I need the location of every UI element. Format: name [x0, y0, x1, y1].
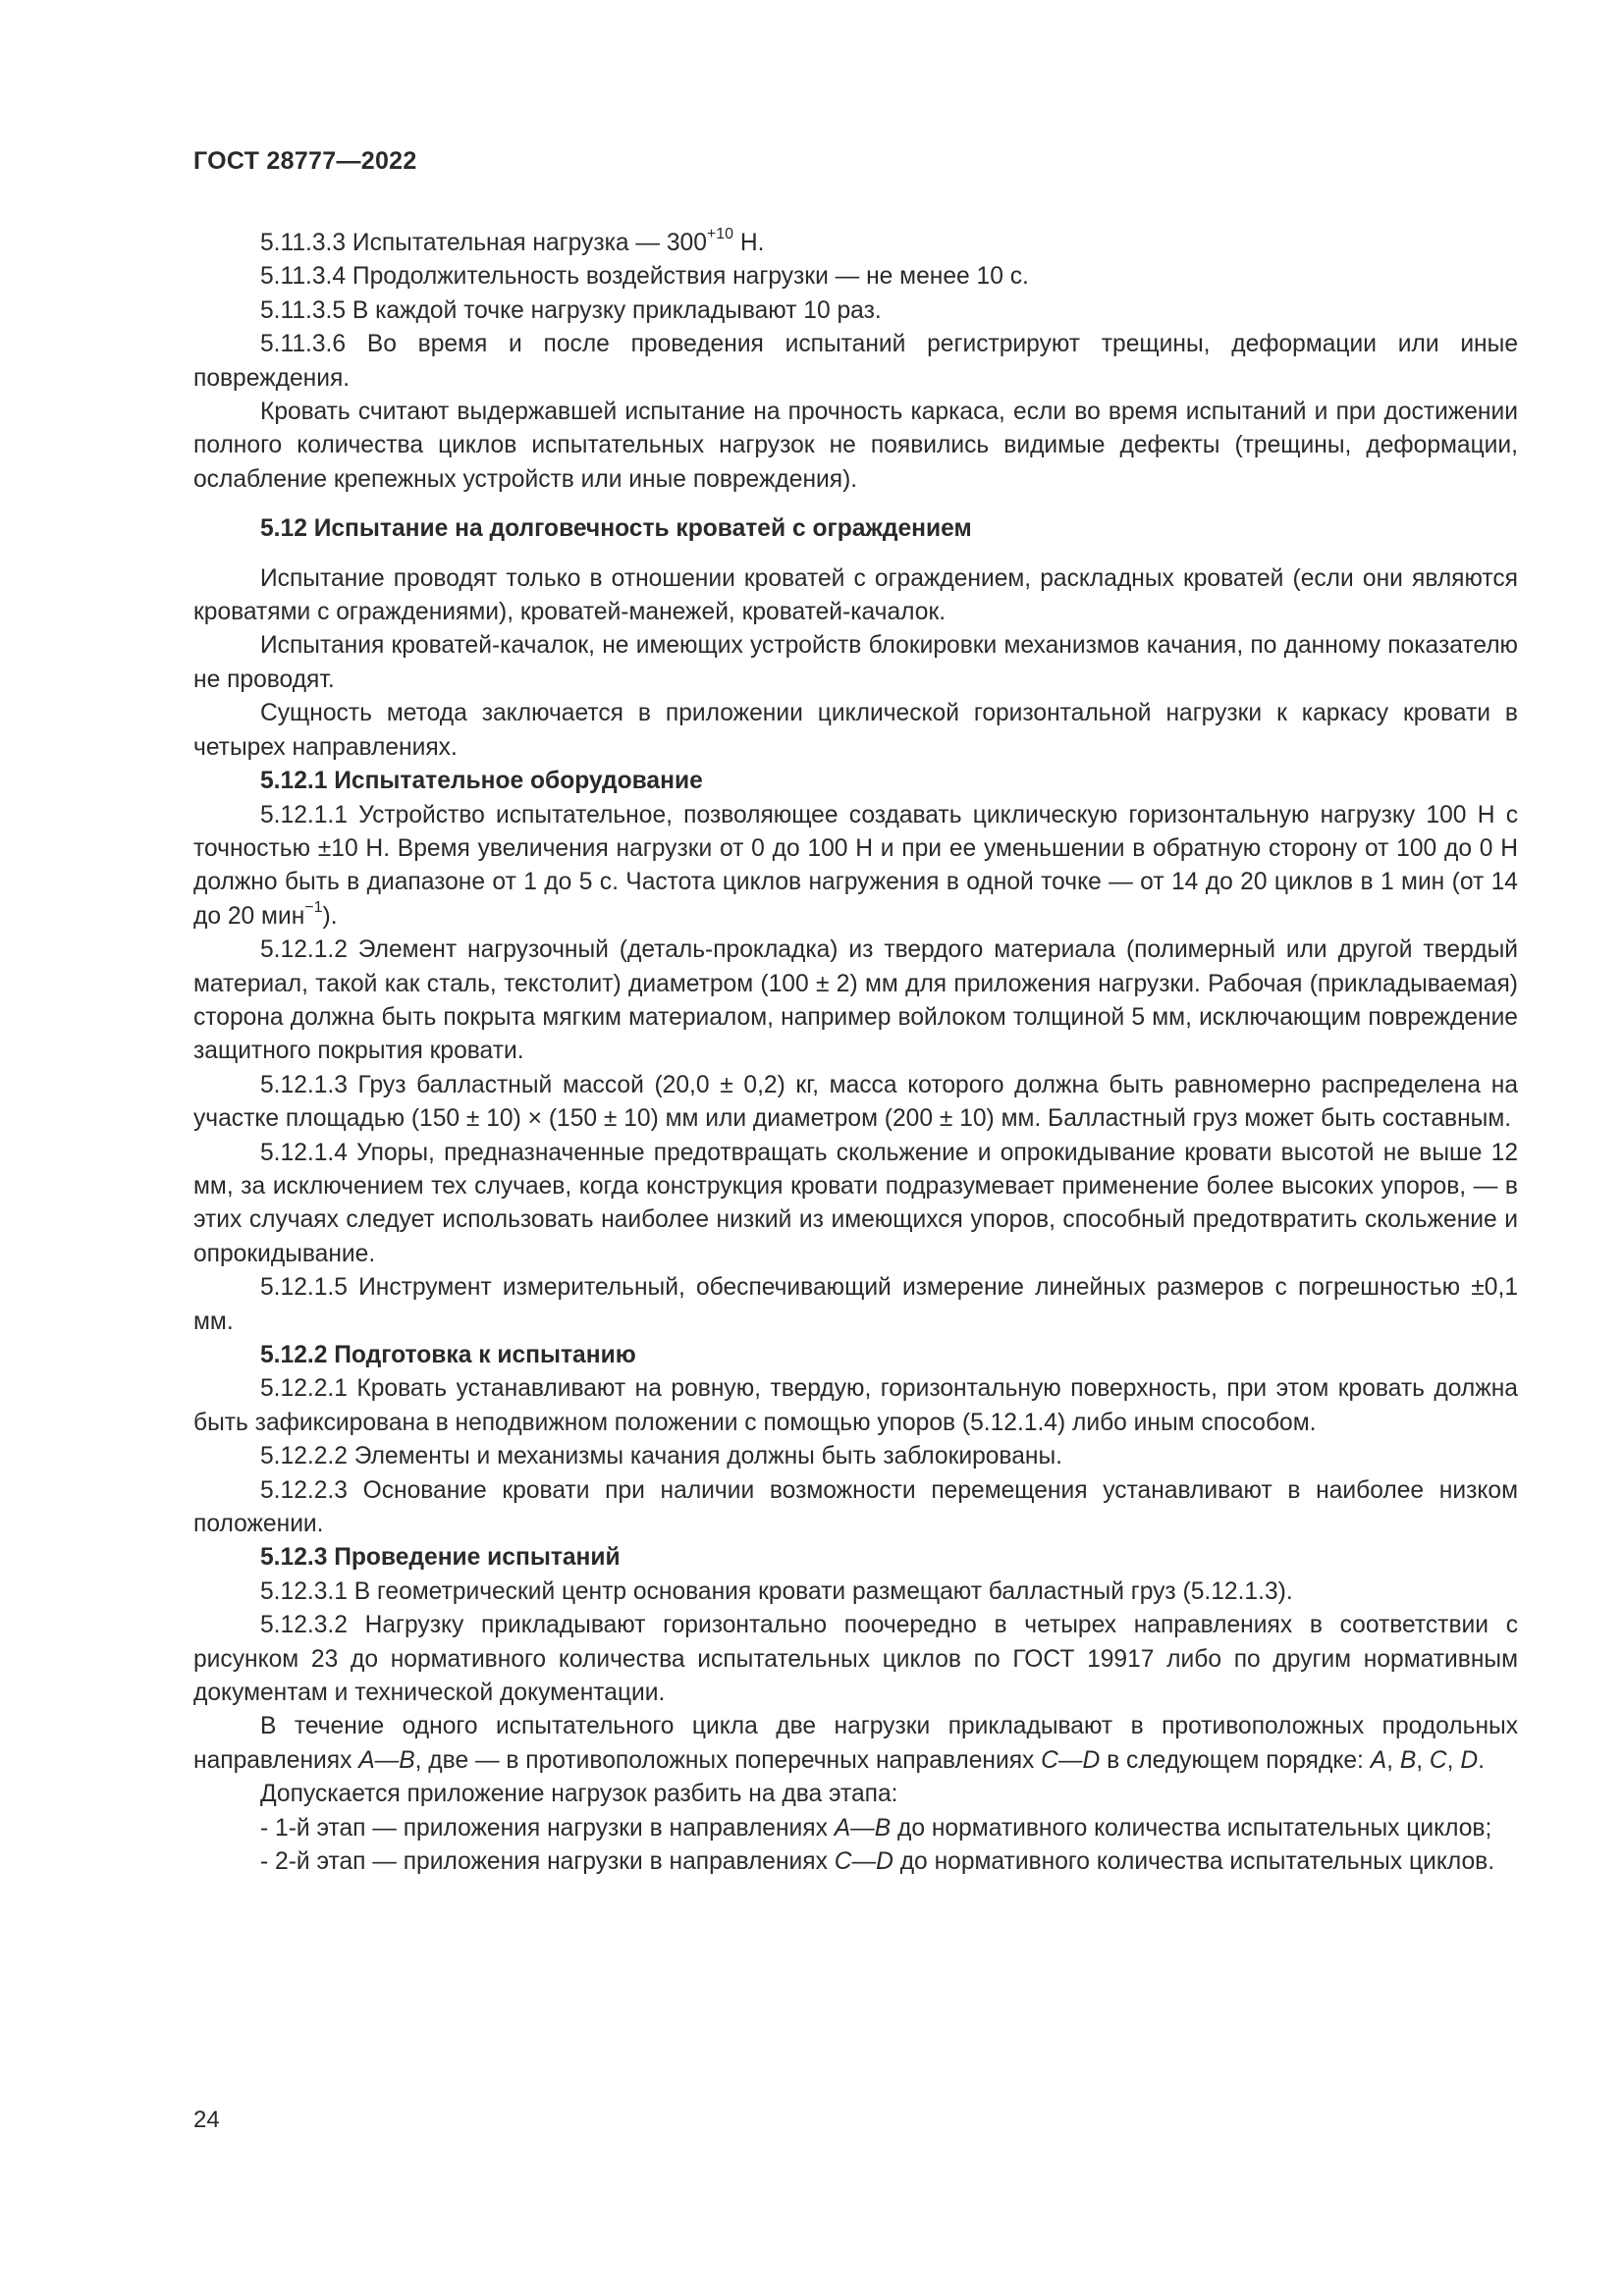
paragraph-cycle-order — [193, 1710, 1518, 1778]
text: в следующем порядке: — [1100, 1746, 1371, 1774]
paragraph-5-12-1-2: 5.12.1.2 Элемент нагрузочный (деталь-прокладка) из твердого материала (полимерный или другой твердый материал, такой как сталь, текстолит) диаметром (100 ± 2) мм для приложения нагрузки. Рабочая (прикладываемая) сторона должна быть покрыта мягким материалом, например войлоком толщиной 5 мм, исключающим повреждение защитного покрытия кровати. — [193, 936, 1518, 1065]
section-heading-5-12-3: 5.12.3 Проведение испытаний — [260, 1544, 621, 1572]
section-heading-5-12-2: 5.12.2 Подготовка к испытанию — [260, 1342, 636, 1368]
document-header: ГОСТ 28777—2022 — [193, 147, 417, 175]
text: , — [1416, 1746, 1430, 1774]
direction-label: А—В — [358, 1746, 415, 1774]
paragraph-5-12-1-4: 5.12.1.4 Упоры, предназначенные предотвращать скольжение и опрокидывание кровати высотой не выше 12 мм, за исключением тех случаев, когда конструкция кровати подразумевает применение более высоких упоров, — в этих случаях следует использовать наиболее низкий из имеющихся упоров, способный предотвратить скольжение и опрокидывание. — [193, 1139, 1518, 1267]
text: В течение одного испытательного цикла две нагрузки прикладывают в противоположных продольных направлениях — [193, 1713, 1518, 1774]
paragraph-5-12-1-1 — [193, 799, 1518, 934]
paragraph-two-stages: Допускается приложение нагрузок разбить на два этапа: — [260, 1781, 898, 1808]
paragraph-conclusion: Кровать считают выдержавшей испытание на прочность каркаса, если во время испытаний и при достижении полного количества циклов испытательных нагрузок не появились видимые дефекты (трещины, деформации, ослабление крепежных устройств или иные повреждения). — [193, 399, 1518, 493]
text: , две — в противоположных поперечных направлениях — [414, 1746, 1042, 1774]
text: , — [1386, 1746, 1400, 1774]
paragraph-5-12-2-3: 5.12.2.3 Основание кровати при наличии возможности перемещения устанавливают в наиболее низком положении. — [193, 1476, 1518, 1538]
text: ). — [322, 902, 338, 930]
document-body — [193, 227, 1518, 1880]
paragraph-scope: Испытание проводят только в отношении кроватей с ограждением, раскладных кроватей (если они являются кроватями с ограждениями), кроватей-манежей, кроватей-качалок. — [193, 564, 1518, 626]
paragraph-rocking-beds: Испытания кроватей-качалок, не имеющих устройств блокировки механизмов качания, по данному показателю не проводят. — [193, 632, 1518, 693]
direction-label: С—D — [834, 1848, 893, 1876]
text: Н. — [733, 230, 765, 256]
paragraph-5-12-2-2: 5.12.2.2 Элементы и механизмы качания должны быть заблокированы. — [260, 1443, 1062, 1470]
text: до нормативного количества испытательных циклов. — [893, 1848, 1495, 1876]
paragraph-5-11-3-5: 5.11.3.5 В каждой точке нагрузку прикладывают 10 раз. — [260, 296, 882, 324]
page-number: 24 — [193, 2107, 220, 2133]
text: , — [1446, 1746, 1461, 1774]
paragraph-5-11-3-3 — [193, 227, 1518, 260]
direction-label: D — [1460, 1746, 1479, 1774]
superscript: −1 — [304, 898, 323, 916]
direction-label: С — [1429, 1746, 1447, 1774]
paragraph-5-12-1-3: 5.12.1.3 Груз балластный массой (20,0 ± 0,2) кг, масса которого должна быть равномерно распределена на участке площадью (150 ± 10) × (150 ± 10) мм или диаметром (200 ± 10) мм. Балластный груз может быть составным. — [193, 1071, 1518, 1133]
direction-label: А—В — [834, 1814, 892, 1842]
text: до нормативного количества испытательных циклов; — [891, 1814, 1492, 1842]
direction-label: А — [1370, 1746, 1387, 1774]
text: - 1-й этап — приложения нагрузки в направлениях — [260, 1814, 835, 1842]
text: 5.11.3.3 Испытательная нагрузка — 300 — [260, 230, 707, 256]
direction-label: С—D — [1041, 1746, 1101, 1774]
text: 5.12.1.1 Устройство испытательное, позволяющее создавать циклическую горизонтальную нагрузку 100 Н с точностью ±10 Н. Время увеличения нагрузки от 0 до 100 Н и при ее уменьшении в обратную сторону от 100 до 0 Н должно быть в диапазоне от 1 до 5 с. Частота циклов нагружения в одной точке — от 14 до 20 циклов в 1 мин (от 14 до 20 мин — [193, 801, 1518, 930]
section-heading-5-12-1: 5.12.1 Испытательное оборудование — [260, 768, 703, 795]
paragraph-5-12-3-2: 5.12.3.2 Нагрузку прикладывают горизонтально поочередно в четырех направлениях в соответствии с рисунком 23 до нормативного количества испытательных циклов по ГОСТ 19917 либо по другим нормативным документам и технической документации. — [193, 1612, 1518, 1707]
paragraph-5-12-1-5: 5.12.1.5 Инструмент измерительный, обеспечивающий измерение линейных размеров с погрешностью ±0,1 мм. — [193, 1274, 1518, 1335]
paragraph-5-11-3-6: 5.11.3.6 Во время и после проведения испытаний регистрируют трещины, деформации или иные повреждения. — [193, 331, 1518, 392]
superscript: +10 — [706, 226, 734, 243]
paragraph-5-12-3-1: 5.12.3.1 В геометрический центр основания кровати размещают балластный груз (5.12.1.3). — [260, 1577, 1293, 1605]
direction-label: В — [1399, 1746, 1417, 1774]
paragraph-5-11-3-4: 5.11.3.4 Продолжительность воздействия нагрузки — не менее 10 с. — [260, 263, 1029, 291]
text: - 2-й этап — приложения нагрузки в направлениях — [260, 1848, 835, 1876]
paragraph-5-12-2-1: 5.12.2.1 Кровать устанавливают на ровную, твердую, горизонтальную поверхность, при этом кровать должна быть зафиксирована в неподвижном положении с помощью упоров (5.12.1.4) либо иным способом. — [193, 1375, 1518, 1436]
section-heading-5-12: 5.12 Испытание на долговечность кроватей с ограждением — [260, 515, 972, 543]
list-item-stage-2 — [193, 1845, 1518, 1879]
text: . — [1478, 1746, 1485, 1774]
list-item-stage-1 — [193, 1812, 1518, 1845]
paragraph-method: Сущность метода заключается в приложении циклической горизонтальной нагрузки к каркасу кровати в четырех направлениях. — [193, 700, 1518, 761]
